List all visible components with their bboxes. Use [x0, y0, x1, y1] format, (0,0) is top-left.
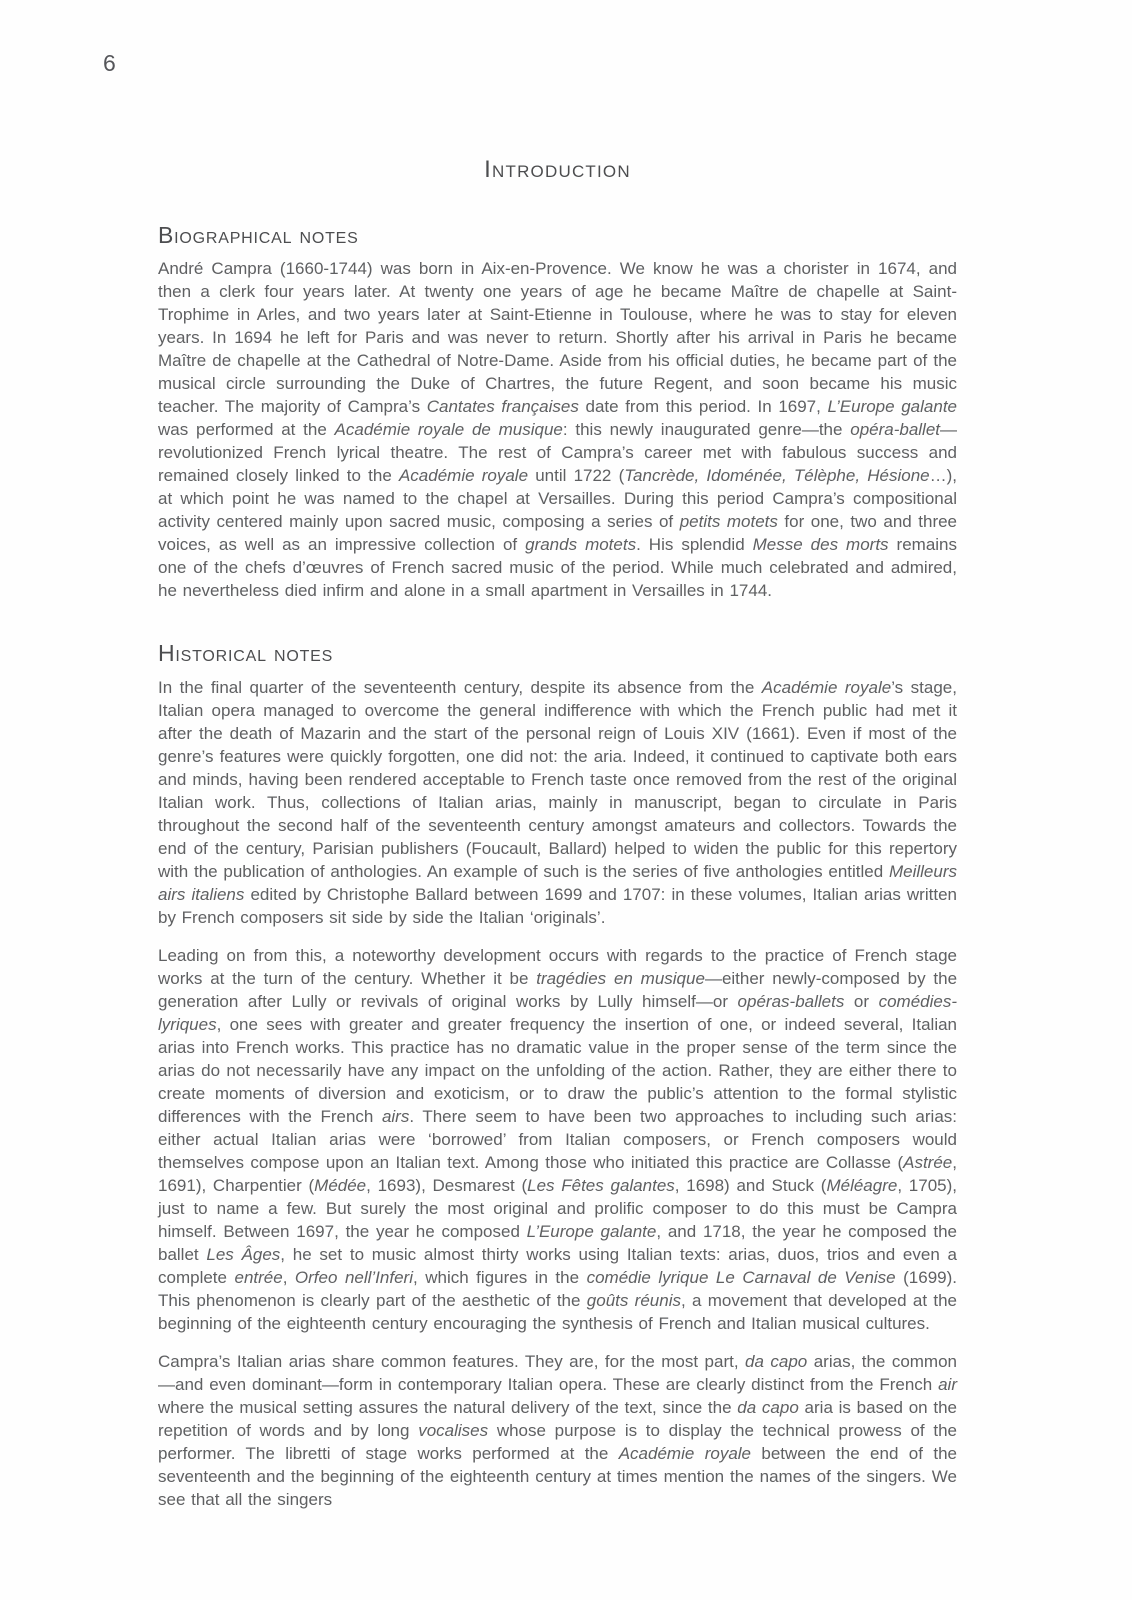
section-biographical-notes [158, 223, 957, 602]
page-title: Introduction [484, 156, 631, 183]
section-historical-notes [158, 641, 957, 1510]
content-column [158, 158, 957, 1511]
section-body [158, 676, 957, 1511]
section-heading: Historical notes [158, 640, 334, 667]
page-number: 6 [103, 50, 116, 76]
paragraph: Leading on from this, a noteworthy development occurs with regards to the practice of French stage works at the turn of the century. Whether it be tragédies en musique—either newly-composed by the generation after Lully or revivals of original works by Lully himself—or opéras-ballets or comédies-lyriques, one sees with greater and greater frequency the insertion of one, or indeed several, Italian arias into French works. This practice has no dramatic value in the proper sense of the term since the arias do not necessarily have any impact on the unfolding of the action. Rather, they are either there to create moments of diversion and exoticism, or to draw the public’s attention to the formal stylistic differences with the French airs. There seem to have been two approaches to including such arias: either actual Italian arias were ‘borrowed’ from Italian composers, or French composers would themselves compose upon an Italian text. Among those who initiated this practice are Collasse (Astrée, 1691), Charpentier (Médée, 1693), Desmarest (Les Fêtes galantes, 1698) and Stuck (Méléagre, 1705), just to name a few. But surely the most original and prolific composer to do this must be Campra himself. Between 1697, the year he composed L’Europe galante, and 1718, the year he composed the ballet Les Âges, he set to music almost thirty works using Italian texts: arias, duos, trios and even a complete entrée, Orfeo nell’Inferi, which figures in the comédie lyrique Le Carnaval de Venise (1699). This phenomenon is clearly part of the aesthetic of the goûts réunis, a movement that developed at the beginning of the eighteenth century encouraging the synthesis of French and Italian musical cultures. [158, 945, 958, 1333]
section-body [158, 257, 957, 602]
paragraph: André Campra (1660-1744) was born in Aix-en-Provence. We know he was a chorister in 1674, and then a clerk four years later. At twenty one years of age he became Maître de chapelle at Saint-Trophime in Arles, and two years later at Saint-Etienne in Toulouse, where he was to stay for eleven years. In 1694 he left for Paris and was never to return. Shortly after his arrival in Paris he became Maître de chapelle at the Cathedral of Notre-Dame. Aside from his official duties, he became part of the musical circle surrounding the Duke of Chartres, the future Regent, and soon became his music teacher. The majority of Campra’s Cantates françaises date from this period. In 1697, L’Europe galante was performed at the Académie royale de musique: this newly inaugurated genre—the opéra-ballet—revolutionized French lyrical theatre. The rest of Campra’s career met with fabulous success and remained closely linked to the Académie royale until 1722 (Tancrède, Idoménée, Télèphe, Hésione…), at which point he was named to the chapel at Versailles. During this period Campra’s compositional activity centered mainly upon sacred music, composing a series of petits motets for one, two and three voices, as well as an impressive collection of grands motets. His splendid Messe des morts remains one of the chefs d’œuvres of French sacred music of the period. While much celebrated and admired, he nevertheless died infirm and alone in a small apartment in Versailles in 1744. [158, 259, 958, 601]
section-heading: Biographical notes [158, 222, 359, 248]
paragraph: Campra’s Italian arias share common features. They are, for the most part, da capo arias, the common—and even dominant—form in contemporary Italian opera. These are clearly distinct from the French air where the musical setting assures the natural delivery of the text, since the da capo aria is based on the repetition of words and by long vocalises whose purpose is to display the technical prowess of the performer. The libretti of stage works performed at the Académie royale between the end of the seventeenth and the beginning of the eighteenth century at times mention the names of the singers. We see that all the singers [158, 1351, 958, 1509]
paragraph: In the final quarter of the seventeenth century, despite its absence from the Académie royale’s stage, Italian opera managed to overcome the general indifference with which the French public had met it after the death of Mazarin and the start of the personal reign of Louis XIV (1661). Even if most of the genre’s features were quickly forgotten, one did not: the aria. Indeed, it continued to captivate both ears and minds, having been rendered acceptable to French taste once removed from the rest of the original Italian work. Thus, collections of Italian arias, mainly in manuscript, began to circulate in Paris throughout the second half of the seventeenth century amongst amateurs and collectors. Towards the end of the century, Parisian publishers (Foucault, Ballard) helped to widen the public for this repertory with the publication of anthologies. An example of such is the series of five anthologies entitled Meilleurs airs italiens edited by Christophe Ballard between 1699 and 1707: in these volumes, Italian arias written by French composers sit side by side the Italian ‘originals’. [158, 677, 957, 927]
